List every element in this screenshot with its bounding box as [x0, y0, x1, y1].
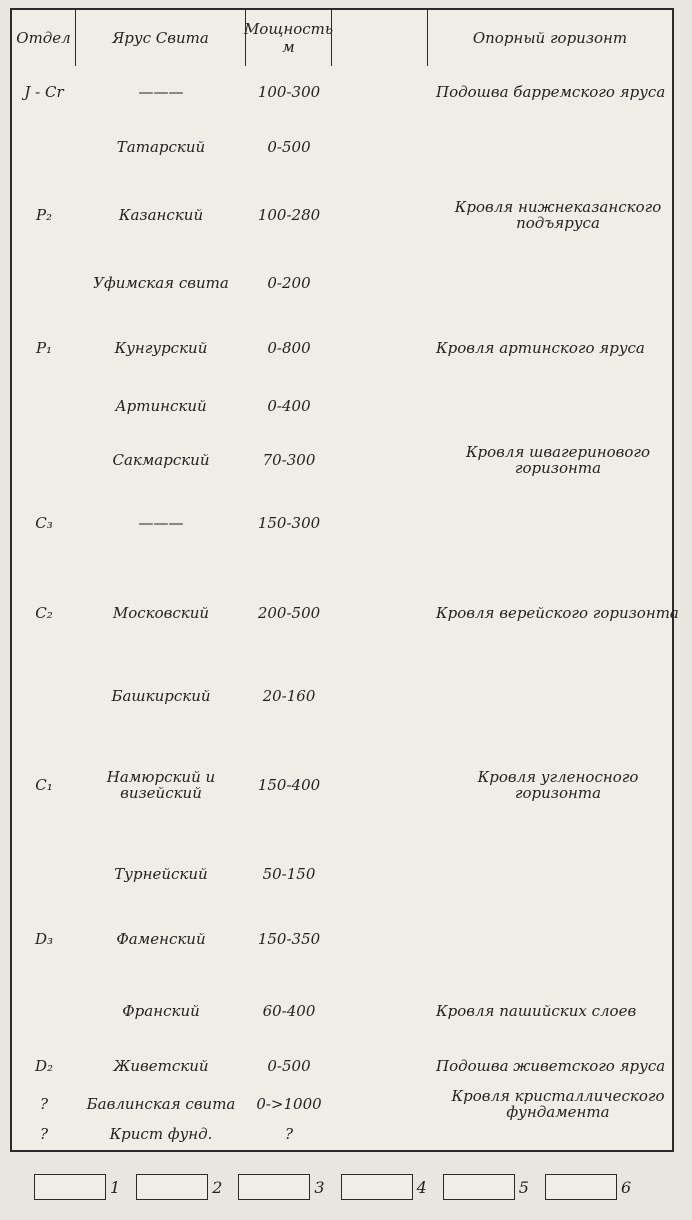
opor-row-15: Подошва живетского яруса: [436, 1056, 666, 1075]
m-row-12: 50-150: [262, 864, 316, 883]
header-opor: Опорный горизонт: [472, 29, 628, 47]
yarus-row-2: Татарский: [116, 137, 206, 156]
yarus-row-16: Бавлинская свита: [86, 1094, 236, 1113]
legend-label-4: 4: [416, 1177, 427, 1197]
m-row-15: 0-500: [267, 1056, 311, 1075]
legend-item-1: [34, 1174, 120, 1200]
otdel-row-11: C₁: [35, 775, 53, 794]
legend-item-4: [341, 1174, 427, 1200]
m-row-17: ?: [284, 1124, 294, 1143]
yarus-row-9: Московский: [112, 603, 210, 622]
opor-row-1: Подошва барремского яруса: [436, 82, 666, 101]
opor-row-13: [428, 902, 672, 976]
legend-item-6: [545, 1174, 631, 1200]
m-row-7: 70-300: [262, 450, 316, 469]
yarus-row-6: Артинский: [115, 396, 207, 415]
otdel-row-17: ?: [39, 1124, 49, 1143]
otdel-row-4: [12, 256, 76, 310]
otdel-row-1: J - Cr: [24, 82, 64, 101]
yarus-row-14: Франский: [122, 1001, 200, 1020]
m-row-4: 0-200: [267, 273, 311, 292]
header-column: [332, 10, 428, 66]
opor-row-10: [428, 674, 672, 718]
legend-label-2: 2: [212, 1177, 223, 1197]
yarus-row-7: Сакмарский: [112, 450, 210, 469]
otdel-row-2: [12, 120, 76, 174]
yarus-row-4: Уфимская свита: [93, 273, 229, 292]
yarus-row-5: Кунгурский: [114, 338, 208, 357]
stratigraphic-table: [10, 8, 679, 1152]
yarus-row-17: Крист фунд.: [109, 1124, 213, 1143]
opor-row-5: Кровля артинского яруса: [436, 338, 645, 357]
opor-row-8: [428, 494, 672, 552]
m-row-1: 100-300: [257, 82, 321, 101]
legend-label-3: 3: [314, 1177, 325, 1197]
otdel-row-5: P₁: [35, 338, 53, 357]
swatch-2: [136, 1174, 208, 1200]
header-otdel: Отдел: [12, 10, 76, 66]
legend: [34, 1174, 631, 1200]
otdel-row-15: D₂: [34, 1056, 54, 1075]
otdel-row-13: D₃: [34, 929, 54, 948]
yarus-row-8: ———: [138, 513, 184, 532]
yarus-row-11: Намюрский и визейский: [106, 767, 216, 802]
m-row-2: 0-500: [267, 137, 311, 156]
opor-row-11: Кровля угленосного горизонта: [477, 767, 639, 802]
legend-label-6: 6: [620, 1177, 632, 1197]
otdel-row-8: C₃: [35, 513, 53, 532]
yarus-row-13: Фаменский: [116, 929, 206, 948]
opor-row-9: Кровля верейского горизонта: [436, 603, 679, 622]
otdel-row-14: [12, 982, 76, 1040]
swatch-6: [545, 1174, 617, 1200]
otdel-row-7: [12, 432, 76, 488]
m-row-3: 100-280: [257, 205, 321, 224]
opor-row-4: [428, 256, 672, 310]
m-row-10: 20-160: [262, 686, 316, 705]
otdel-row-10: [12, 674, 76, 718]
m-row-14: 60-400: [262, 1001, 316, 1020]
yarus-row-12: Турнейский: [114, 864, 208, 883]
otdel-row-6: [12, 386, 76, 426]
swatch-1: [34, 1174, 106, 1200]
legend-item-2: [136, 1174, 222, 1200]
m-row-13: 150-350: [257, 929, 321, 948]
yarus-row-3: Казанский: [118, 205, 204, 224]
header-yarus: Ярус Свита: [76, 10, 246, 66]
otdel-row-9: C₂: [35, 603, 53, 622]
opor-row-6: [428, 386, 672, 426]
otdel-row-3: P₂: [35, 205, 53, 224]
legend-item-3: [238, 1174, 324, 1200]
yarus-row-1: ———: [138, 82, 184, 101]
m-row-11: 150-400: [257, 775, 321, 794]
legend-label-5: 5: [518, 1177, 529, 1197]
yarus-row-10: Башкирский: [111, 686, 211, 705]
opor-row-12: [428, 852, 672, 896]
opor-row-14: Кровля пашийских слоев: [436, 1001, 637, 1020]
legend-item-5: [443, 1174, 529, 1200]
opor-row-17: [428, 1122, 672, 1146]
legend-label-1: 1: [110, 1177, 121, 1197]
m-row-6: 0-400: [267, 396, 311, 415]
m-row-5: 0-800: [267, 338, 311, 357]
m-row-16: 0->1000: [256, 1094, 322, 1113]
header-moshch: Мощность м: [246, 10, 332, 66]
otdel-row-12: [12, 852, 76, 896]
otdel-row-16: ?: [39, 1094, 49, 1113]
swatch-3: [238, 1174, 310, 1200]
opor-row-3: Кровля нижнеказанского подъяруса: [454, 197, 662, 232]
swatch-5: [443, 1174, 515, 1200]
opor-row-16: Кровля кристаллического фундамента: [451, 1086, 665, 1121]
m-row-8: 150-300: [257, 513, 321, 532]
yarus-row-15: Живетский: [113, 1056, 209, 1075]
m-row-9: 200-500: [257, 603, 321, 622]
swatch-4: [341, 1174, 413, 1200]
opor-row-2: [428, 120, 672, 174]
opor-row-7: Кровля швагеринового горизонта: [465, 442, 651, 477]
